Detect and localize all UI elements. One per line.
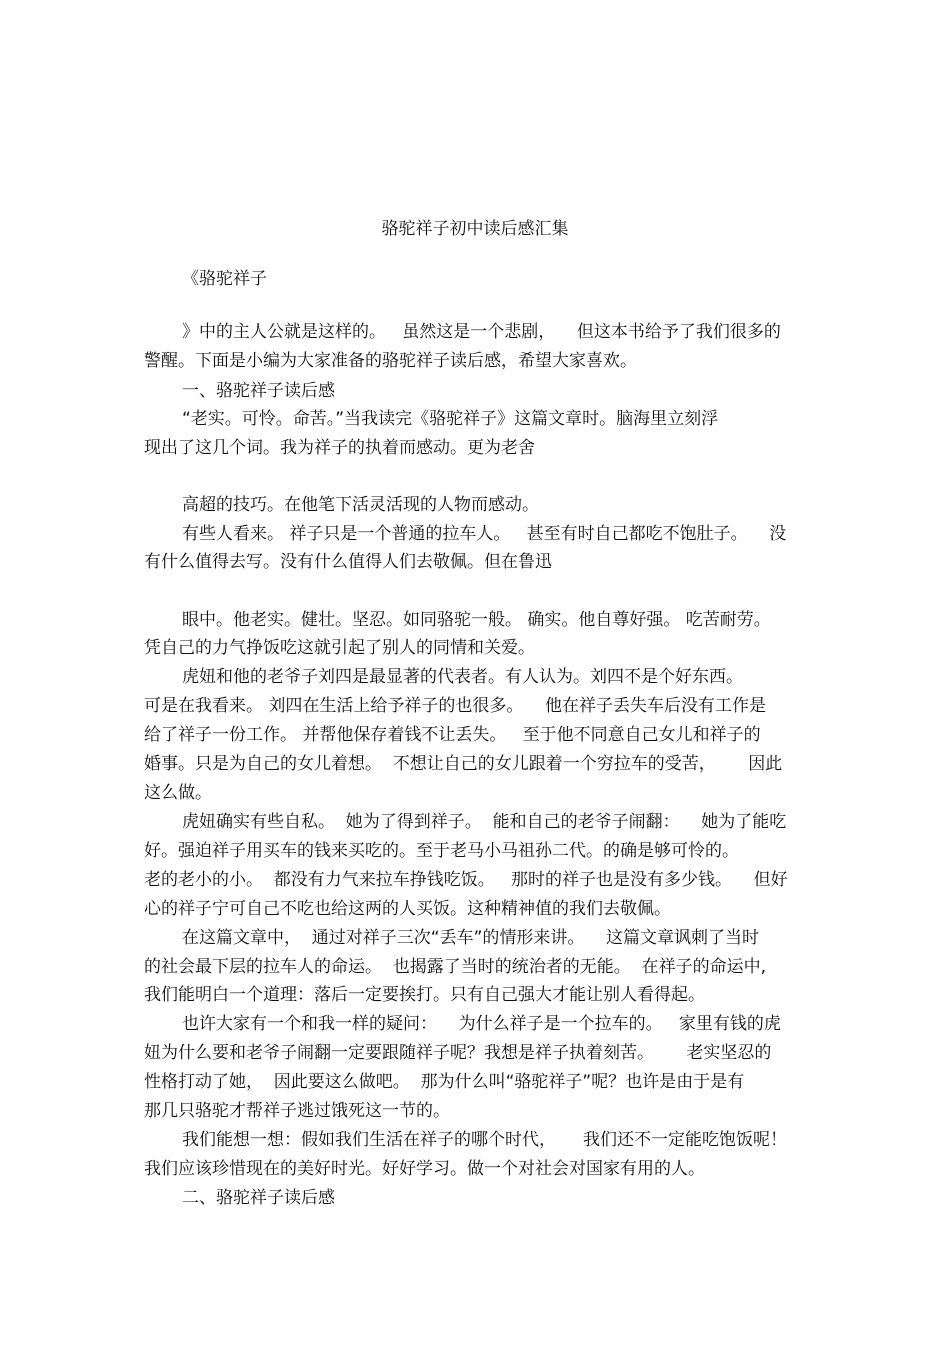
text-line: 也许大家有一个和我一样的疑问： 为什么祥子是一个拉车的。 家里有钱的虎 bbox=[182, 1014, 781, 1034]
section-heading: 一、骆驼祥子读后感 bbox=[182, 381, 335, 401]
text-line: 心的祥子宁可自己不吃也给这两的人买饭。这种精神值的我们去敬佩。 bbox=[144, 899, 671, 919]
text-line: 现出了这几个词。我为祥子的执着而感动。更为老舍 bbox=[144, 438, 535, 458]
text-line: 警醒。下面是小编为大家准备的骆驼祥子读后感，希望大家喜欢。 bbox=[144, 351, 637, 371]
text-line: 我们能明白一个道理：落后一定要挨打。只有自己强大才能让别人看得起。 bbox=[144, 985, 705, 1005]
text-line: 老的老小的小。 都没有力气来拉车挣钱吃饭。 那时的祥子也是没有多少钱。 但好 bbox=[144, 870, 788, 890]
section-heading: 二、骆驼祥子读后感 bbox=[182, 1188, 335, 1208]
text-line: 《骆驼祥子 bbox=[182, 269, 267, 289]
text-line: 高超的技巧。在他笔下活灵活现的人物而感动。 bbox=[182, 495, 539, 515]
text-line: 虎妞和他的老爷子刘四是最显著的代表者。有人认为。刘四不是个好东西。 bbox=[182, 667, 743, 687]
text-line: 那几只骆驼才帮祥子逃过饿死这一节的。 bbox=[144, 1101, 450, 1121]
document-title: 骆驼祥子初中读后感汇集 bbox=[381, 219, 569, 239]
text-line: 眼中。他老实。健壮。坚忍。如同骆驼一般。 确实。他自尊好强。 吃苦耐劳。 bbox=[182, 610, 771, 630]
text-line: 的社会最下层的拉车人的命运。 也揭露了当时的统治者的无能。 在祥子的命运中, bbox=[144, 957, 767, 977]
text-line: 好。强迫祥子用买车的钱来买吃的。至于老马小马祖孙二代。的确是够可怜的。 bbox=[144, 841, 739, 861]
text-line: 虎妞确实有些自私。 她为了得到祥子。 能和自己的老爷子闹翻： 她为了能吃 bbox=[182, 812, 787, 832]
text-line: 给了祥子一份工作。 并帮他保存着钱不让丢失。 至于他不同意自己女儿和祥子的 bbox=[144, 725, 761, 745]
text-line: 》中的主人公就是这样的。 虽然这是一个悲剧， 但这本书给予了我们很多的 bbox=[182, 322, 781, 342]
text-line: 性格打动了她， 因此要这么做吧。 那为什么叫“骆驼祥子”呢？也许是由于是有 bbox=[144, 1072, 745, 1092]
text-line: 我们能想一想：假如我们生活在祥子的哪个时代， 我们还不一定能吃饱饭呢！ bbox=[182, 1130, 788, 1150]
text-line: 可是在我看来。 刘四在生活上给予祥子的也很多。 他在祥子丢失车后没有工作是 bbox=[144, 696, 767, 716]
text-line: 凭自己的力气挣饭吃这就引起了别人的同情和关爱。 bbox=[144, 638, 535, 658]
text-line: 在这篇文章中， 通过对祥子三次“丢车”的情形来讲。 这篇文章讽刺了当时 bbox=[182, 928, 760, 948]
text-line: 这么做。 bbox=[144, 783, 212, 803]
text-line: 有什么值得去写。没有什么值得人们去敬佩。但在鲁迅 bbox=[144, 552, 552, 572]
text-line: 妞为什么要和老爷子闹翻一定要跟随祥子呢？我想是祥子执着刻苦。 老实坚忍的 bbox=[144, 1043, 772, 1063]
text-line: “老实。可怜。命苦。”当我读完《骆驼祥子》这篇文章时。脑海里立刻浮 bbox=[182, 409, 719, 429]
text-line: 婚事。只是为自己的女儿着想。 不想让自己的女儿跟着一个穷拉车的受苦， 因此 bbox=[144, 754, 783, 774]
text-line: 有些人看来。 祥子只是一个普通的拉车人。 甚至有时自己都吃不饱肚子。 没 bbox=[182, 524, 787, 544]
text-line: 我们应该珍惜现在的美好时光。好好学习。做一个对社会对国家有用的人。 bbox=[144, 1159, 705, 1179]
